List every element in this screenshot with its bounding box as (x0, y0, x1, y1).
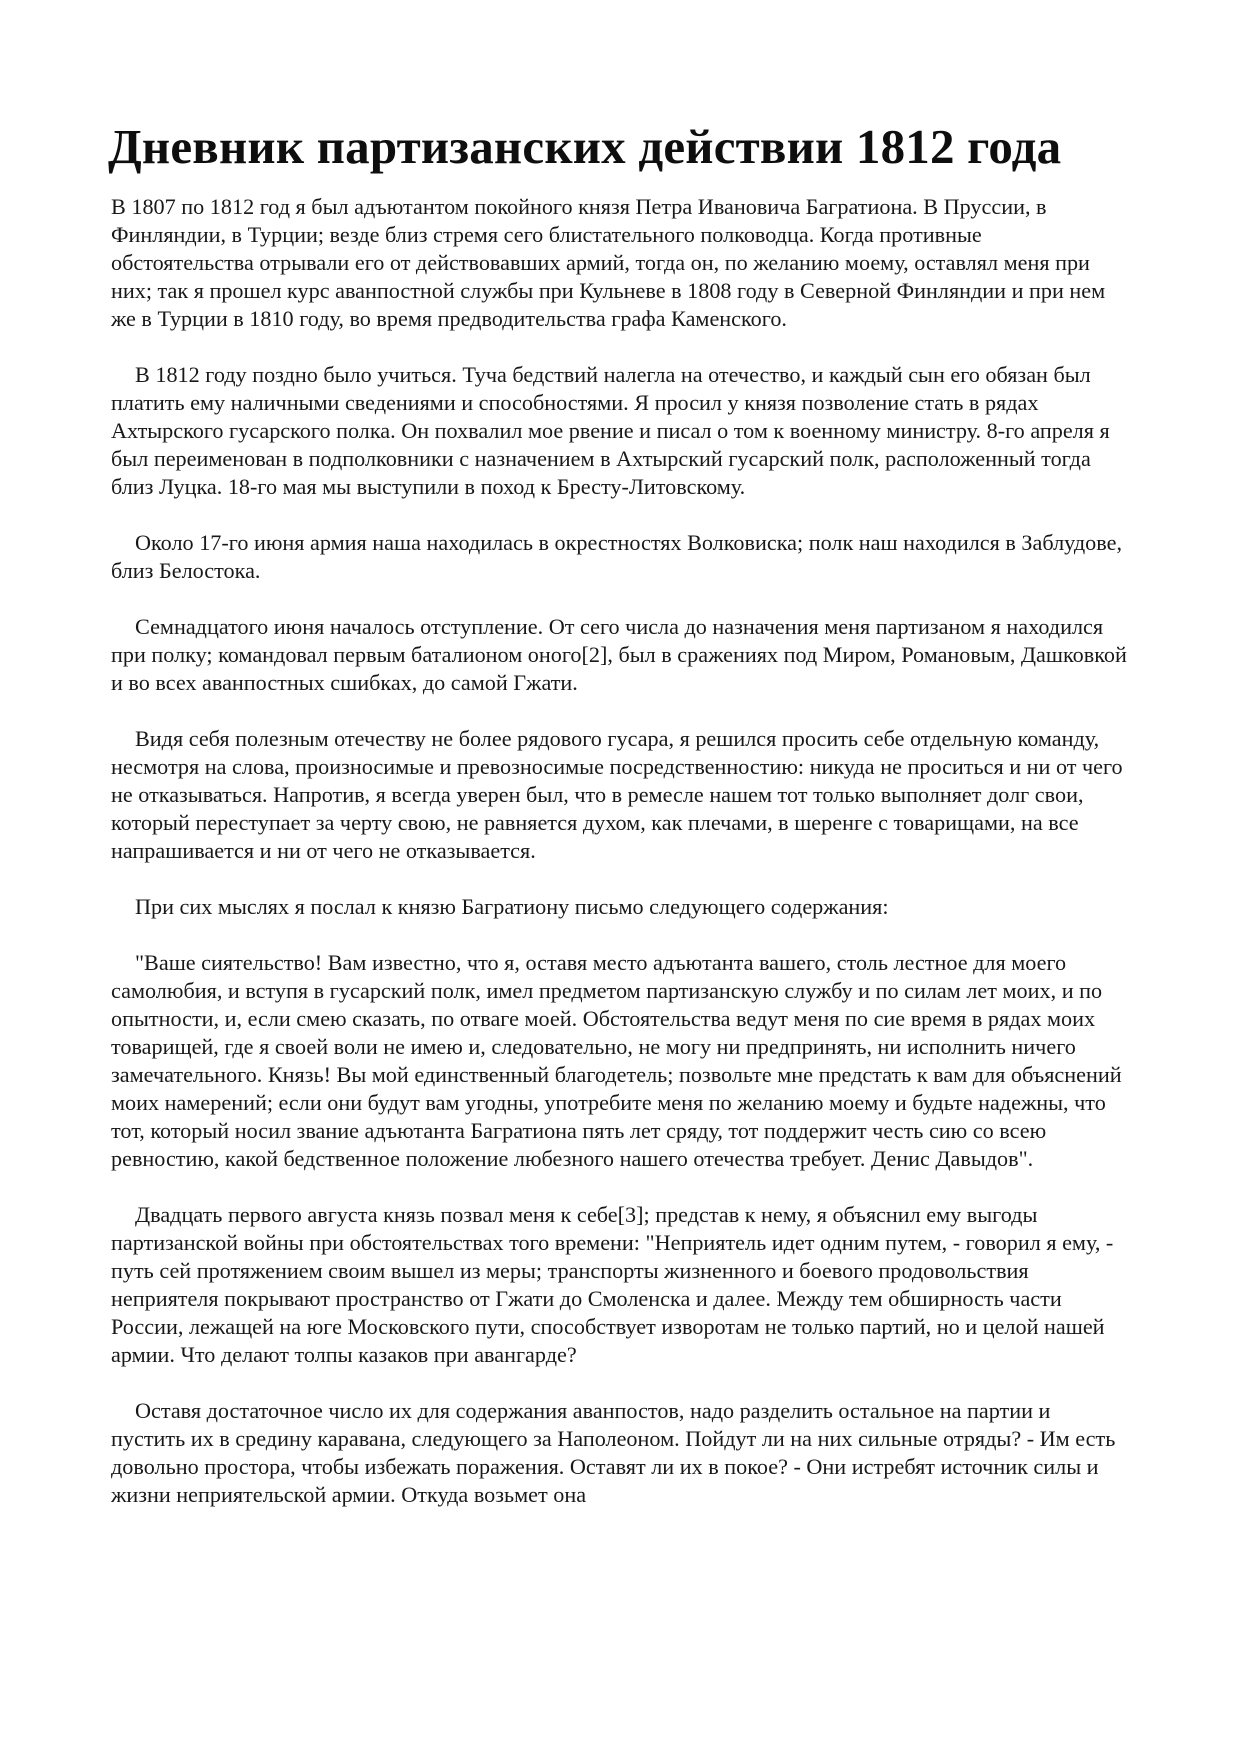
paragraph-7-letter: "Ваше сиятельство! Вам известно, что я, оставя место адъютанта вашего, столь лестное для моего самолюбия, и вступя в гусарский полк, имел предметом партизанскую службу и по силам лет моих, и по опытности, и, если смею сказать, по отваге моей. Обстоятельства ведут меня по сие время в рядах моих товарищей, где я своей воли не имею и, следовательно, не могу ни предпринять, ни исполнить ничего замечательного. Князь! Вы мой единственный благодетель; позвольте мне предстать к вам для объяснений моих намерений; если они будут вам угодны, употребите меня по желанию моему и будьте надежны, что тот, который носил звание адъютанта Багратиона пять лет сряду, тот поддержит честь сию со всею ревностию, какой бедственное положение любезного нашего отечества требует. Денис Давыдов". (111, 950, 1122, 1171)
paragraph-8: Двадцать первого августа князь позвал меня к себе[3]; представ к нему, я объяснил ему выгоды партизанской войны при обстоятельствах того времени: "Неприятель идет одним путем, - говорил я ему, - путь сей протяжением своим вышел из меры; транспорты жизненного и боевого продовольствия неприятеля покрывают пространство от Гжати до Смоленска и далее. Между тем обширность части России, лежащей на юге Московского пути, способствует изворотам не только партий, но и целой нашей армии. Что делают толпы казаков при авангарде? (111, 1202, 1114, 1367)
paragraph-2: В 1812 году поздно было учиться. Туча бедствий налегла на отечество, и каждый сын его обязан был платить ему наличными сведениями и способностями. Я просил у князя позволение стать в рядах Ахтырского гусарского полка. Он похвалил мое рвение и писал о том к военному министру. 8-го апреля я был переименован в подполковники с назначением в Ахтырский гусарский полк, расположенный тогда близ Луцка. 18-го мая мы выступили в поход к Бресту-Литовскому. (111, 362, 1110, 499)
paragraph-3: Около 17-го июня армия наша находилась в окрестностях Волковиска; полк наш находился в Заблудове, близ Белостока. (111, 530, 1122, 583)
document-title: Дневник партизанских действии 1812 года (108, 119, 1062, 174)
paragraph-4: Семнадцатого июня началось отступление. От сего числа до назначения меня партизаном я находился при полку; командовал первым баталионом оного[2], был в сражениях под Миром, Романовым, Дашковкой и во всех аванпостных сшибках, до самой Гжати. (111, 614, 1127, 695)
paragraph-1: В 1807 по 1812 год я был адъютантом покойного князя Петра Ивановича Багратиона. В Пруссии, в Финляндии, в Турции; везде близ стремя сего блистательного полководца. Когда противные обстоятельства отрывали его от действовавших армий, тогда он, по желанию моему, оставлял меня при них; так я прошел курс аванпостной службы при Кульневе в 1808 году в Северной Финляндии и при нем же в Турции в 1810 году, во время предводительства графа Каменского. (111, 194, 1106, 331)
paragraph-5: Видя себя полезным отечеству не более рядового гусара, я решился просить себе отдельную команду, несмотря на слова, произносимые и превозносимые посредственностию: никуда не проситься и ни от чего не отказываться. Напротив, я всегда уверен был, что в ремесле нашем тот только выполняет долг свои, который переступает за черту свою, не равняется духом, как плечами, в шеренге с товарищами, на все напрашивается и ни от чего не отказывается. (111, 726, 1123, 863)
paragraph-9: Оставя достаточное число их для содержания аванпостов, надо разделить остальное на партии и пустить их в средину каравана, следующего за Наполеоном. Пойдут ли на них сильные отряды? - Им есть довольно простора, чтобы избежать поражения. Оставят ли их в покое? - Они истребят источник силы и жизни неприятельской армии. Откуда возьмет она (111, 1398, 1116, 1507)
paragraph-6: При сих мыслях я послал к князю Багратиону письмо следующего содержания: (135, 894, 889, 919)
document-body (111, 193, 1129, 1537)
